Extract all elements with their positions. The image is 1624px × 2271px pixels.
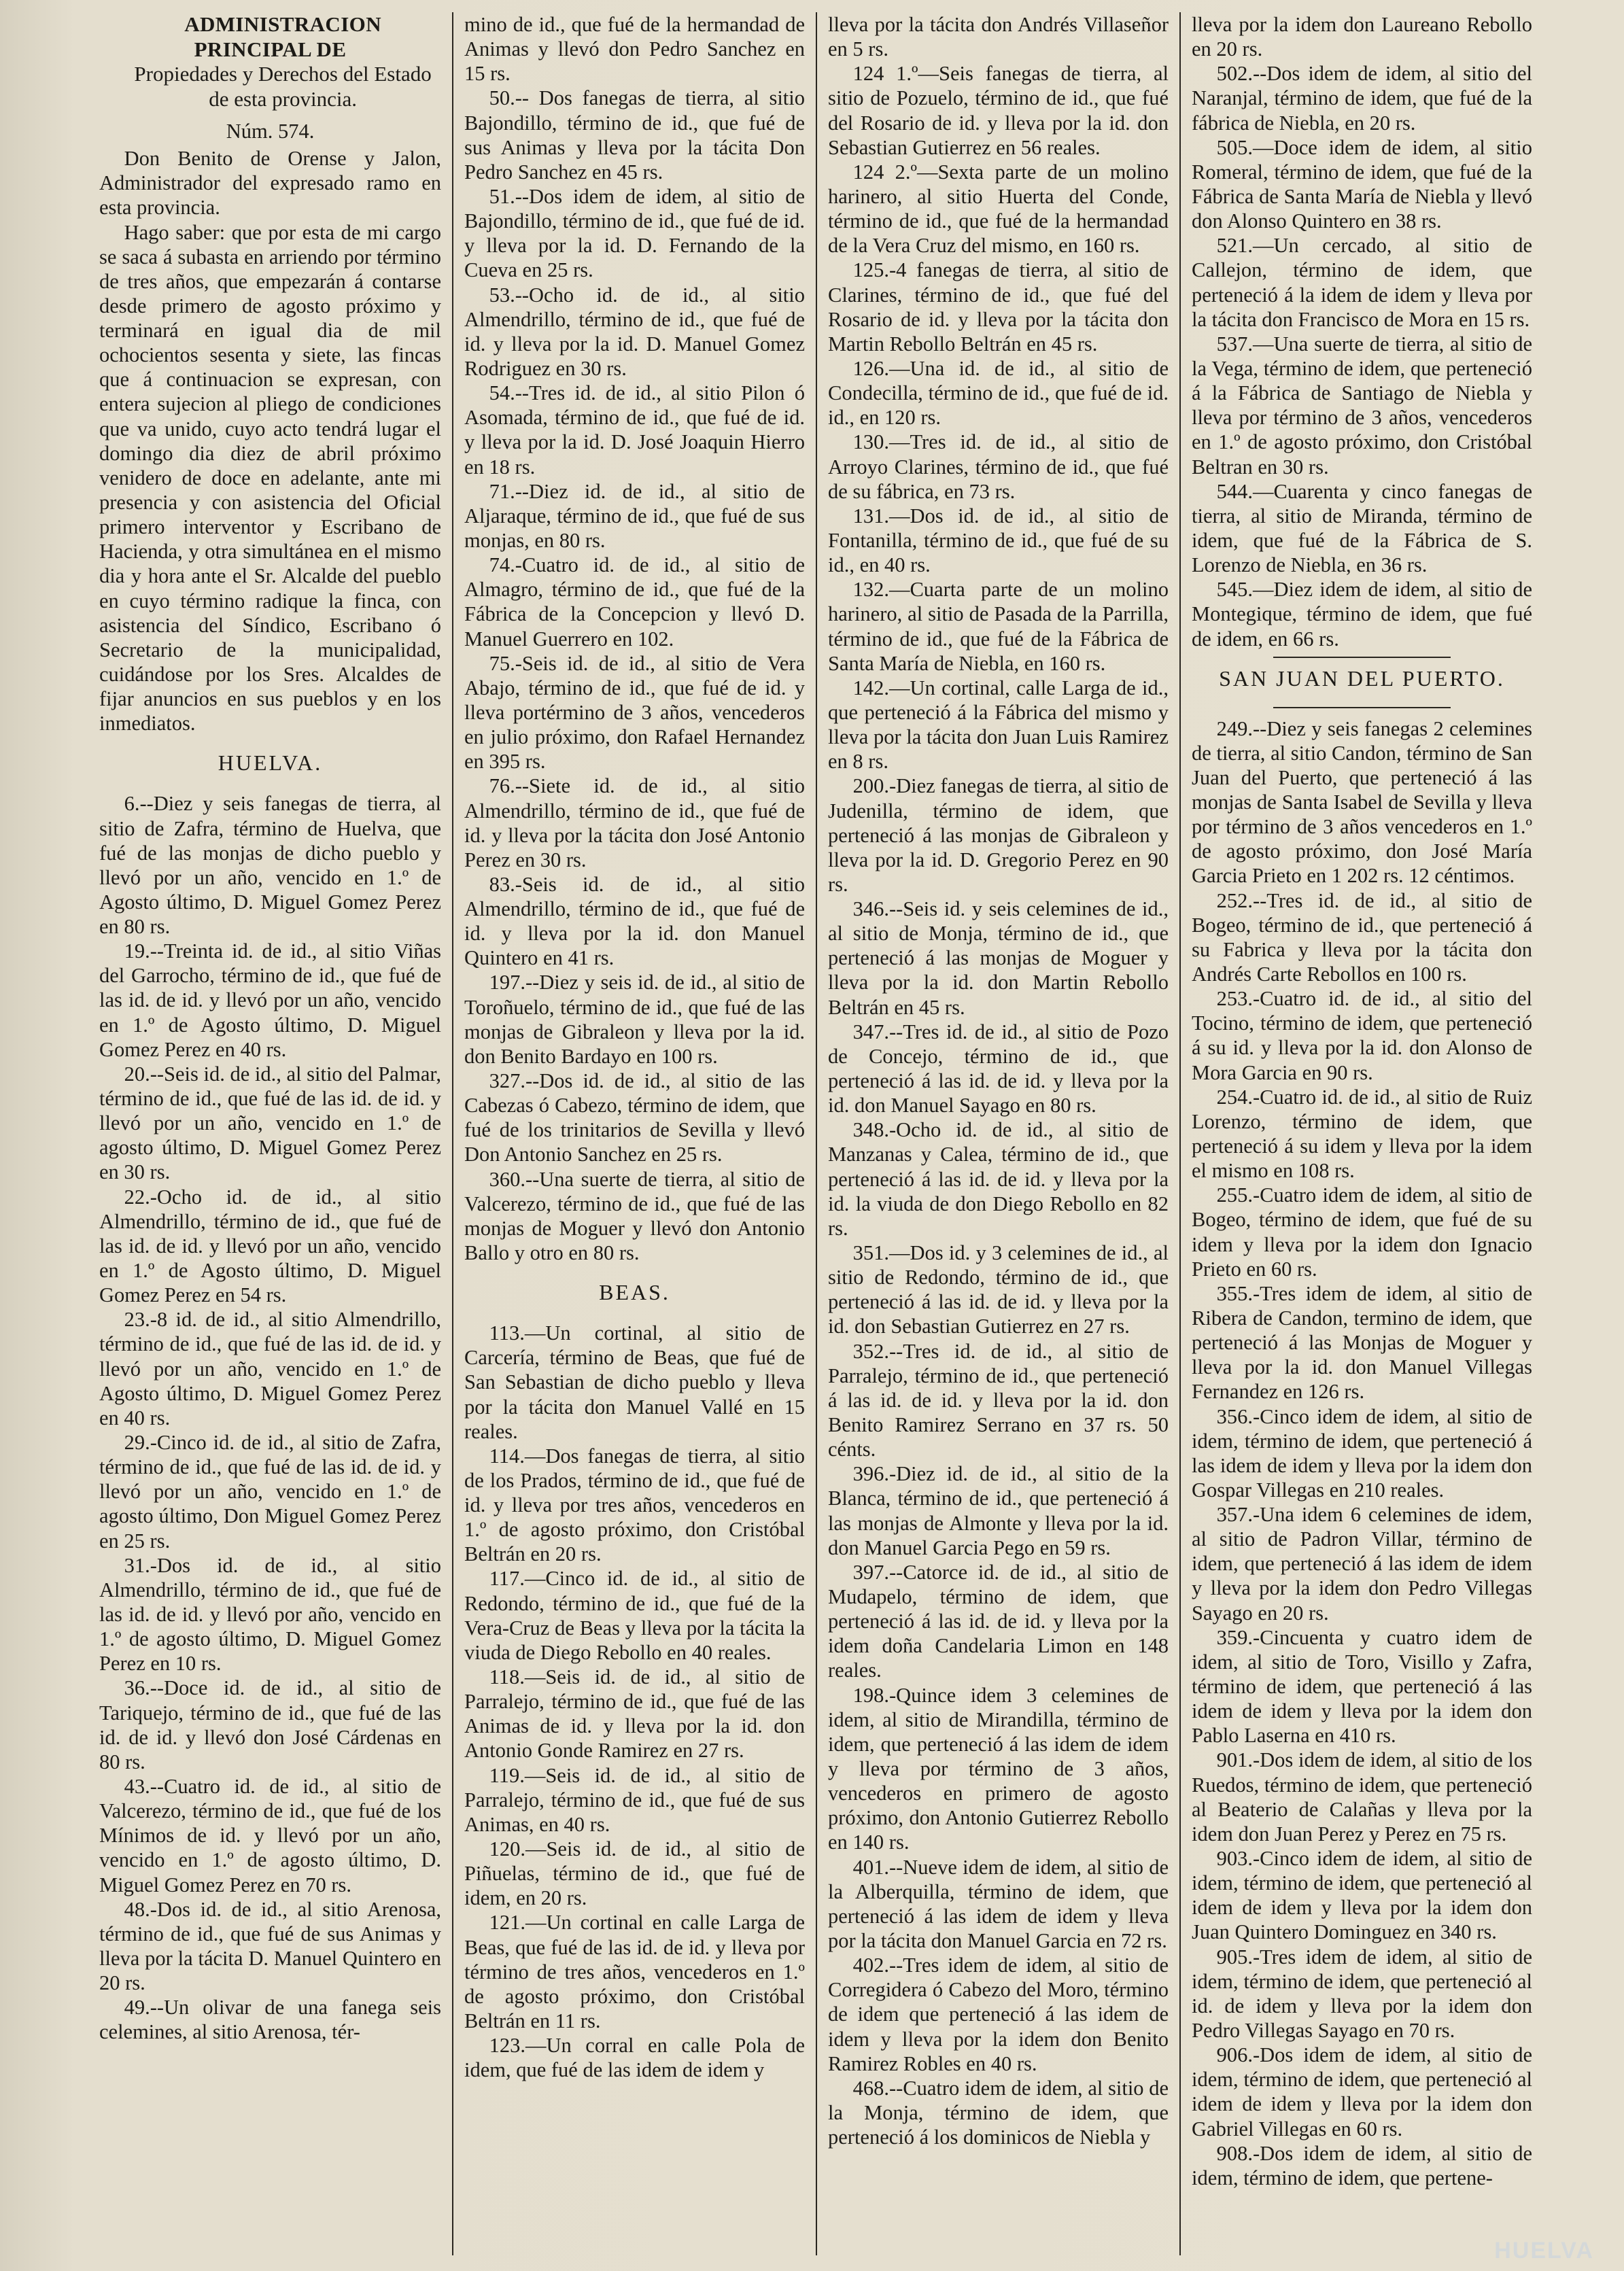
entry: lleva por la tácita don Andrés Villaseñor en 5 rs. (828, 13, 1169, 61)
entry: 19.--Treinta id. de id., al sitio Viñas del Garrocho, término de id., que fué de las id. de id. y llevó por un año, vencido en 1.º de Agosto último, D. Miguel Gomez Perez en 40 rs. (99, 939, 441, 1061)
entry: 43.--Cuatro id. de id., al sitio de Valcerezo, término de id., que fué de los Mínimos de id. y llevó por un año, vencido en 1.º de agosto último, D. Miguel Gomez Perez en 70 rs. (99, 1774, 441, 1896)
heading-provincia: de esta provincia. (209, 87, 357, 111)
entry: 118.—Seis id. de id., al sitio de Parralejo, término de id., que fué de las Animas de id. y lleva por la id. don Antonio Gonde Ramirez en 27 rs. (464, 1665, 805, 1763)
entry: 114.—Dos fanegas de tierra, al sitio de los Prados, término de id., que fué de id. y lleva por tres años, vencederos en 1.º de agosto próximo, don Cristóbal Beltrán en 20 rs. (464, 1444, 805, 1566)
entry: 903.-Cinco idem de idem, al sitio de idem, término de idem, que perteneció al idem de idem y lleva por la idem don Juan Quintero Dominguez en 340 rs. (1192, 1847, 1532, 1944)
entry: 31.-Dos id. de id., al sitio Almendrillo, término de id., que fué de las id. de id. y llevó por año, vencido en 1.º de agosto último, D. Miguel Gomez Perez en 10 rs. (99, 1553, 441, 1676)
entry: 356.-Cinco idem de idem, al sitio de idem, término de idem, que perteneció á las idem de idem y lleva por la idem don Gospar Villegas en 210 reales. (1192, 1404, 1532, 1502)
entry: 54.--Tres id. de id., al sitio Pilon ó Asomada, término de id., que fué de id. y lleva por la id. D. José Joaquin Hierro en 18 rs. (464, 381, 805, 479)
entry: 252.--Tres id. de id., al sitio de Bogeo, término de id., que perteneció á su Fabrica y lleva por la tácita don Andrés Carte Rebollos en 100 rs. (1192, 888, 1532, 986)
entry: 123.—Un corral en calle Pola de idem, que fué de las idem de idem y (464, 2034, 805, 2082)
entry: 29.-Cinco id. de id., al sitio de Zafra, término de id., que fué de las id. de id. y llevó por un año, vencido en 1.º de agosto último, Don Miguel Gomez Perez en 25 rs. (99, 1431, 441, 1553)
entry: 249.--Diez y seis fanegas 2 celemines de tierra, al sitio Candon, término de San Juan del Puerto, que perteneció á las monjas de Santa Isabel de Sevilla y lleva por término de 3 años vencederos en 1.º de agosto próximo, don José María Garcia Prieto en 1 202 rs. 12 céntimos. (1192, 716, 1532, 888)
entry: 117.—Cinco id. de id., al sitio de Redondo, término de id., que fué de la Vera-Cruz de Beas y lleva por la tácita la viuda de Diego Rebollo en 40 reales. (464, 1567, 805, 1664)
intro-notice: Hago saber: que por esta de mi cargo se saca á subasta en arriendo por término de tres años, que empezarán á contarse desde primero de agosto próximo y terminará en igual dia de mil ochocientos sesenta y siete, las fincas que á continuacion se expresan, con entera sujecion al pliego de condiciones que va unido, cuyo acto tendrá lugar el domingo dia diez de abril próximo venidero de doce en adelante, ante mi presencia y con asistencia del Oficial primero interventor y Escribano de Hacienda, y otra simultánea en el mismo dia y hora ante el Sr. Alcalde del pueblo en cuyo término radique la finca, con asistencia del Síndico, Escribano ó Secretario de la municipalidad, cuidándose por los Sres. Alcaldes de fijar anuncios en sus pueblos y en los inmediatos. (99, 220, 441, 735)
entry: 355.-Tres idem de idem, al sitio de Ribera de Candon, termino de idem, que perteneció á las Monjas de Moguer y lleva por la id. don Manuel Villegas Fernandez en 126 rs. (1192, 1281, 1532, 1404)
entry: 521.—Un cercado, al sitio de Callejon, término de idem, que perteneció á la idem de idem y lleva por la tácita don Francisco de Mora en 15 rs. (1192, 234, 1532, 331)
entry: mino de id., que fué de la hermandad de Animas y llevó don Pedro Sanchez en 15 rs. (464, 13, 805, 86)
entry: 401.--Nueve idem de idem, al sitio de la Alberquilla, término de idem, que perteneció á las idem de idem y lleva por la tácita don Manuel Garcia en 72 rs. (828, 1855, 1169, 1952)
section-huelva: HUELVA. (218, 750, 323, 776)
entry: 120.—Seis id. de id., al sitio de Piñuelas, término de id., que fué de idem, en 20 rs. (464, 1837, 805, 1910)
entry: 119.—Seis id. de id., al sitio de Parralejo, término de id., que fué de sus Animas, en 40 rs. (464, 1763, 805, 1836)
entry: 131.—Dos id. de id., al sitio de Fontanilla, término de id., que fué de su id., en 40 rs. (828, 504, 1169, 577)
entry: 75.-Seis id. de id., al sitio de Vera Abajo, término de id., que fué de id. y lleva portérmino de 3 años, vencederos en julio próximo, don Rafael Hernandez en 395 rs. (464, 651, 805, 774)
entry: 359.-Cincuenta y cuatro idem de idem, al sitio de Toro, Visillo y Zafra, término de idem, que perteneció á las idem de idem y lleva por la idem don Pablo Laserna en 410 rs. (1192, 1625, 1532, 1748)
entry: 348.-Ocho id. de id., al sitio de Manzanas y Calea, término de id., que perteneció á las id. de id. y lleva por la id. la viuda de don Diego Rebollo en 82 rs. (828, 1118, 1169, 1240)
entry: 125.-4 fanegas de tierra, al sitio de Clarines, término de id., que fué del Rosario de id. y lleva por la tácita don Martin Rebollo Beltrán en 45 rs. (828, 258, 1169, 356)
entry: 200.-Diez fanegas de tierra, al sitio de Judenilla, término de idem, que perteneció á las monjas de Gibraleon y lleva por la id. D. Gregorio Perez en 90 rs. (828, 774, 1169, 896)
entry: 468.--Cuatro idem de idem, al sitio de la Monja, término de idem, que perteneció á los dominicos de Niebla y (828, 2076, 1169, 2149)
entry: 253.-Cuatro id. de id., al sitio del Tocino, término de idem, que perteneció á su id. y lleva por la id. don Alonso de Mora Garcia en 90 rs. (1192, 987, 1532, 1084)
entry: 545.—Diez idem de idem, al sitio de Montegique, término de idem, que fué de idem, en 66 rs. (1192, 578, 1532, 651)
entry: 124 2.º—Sexta parte de un molino harinero, al sitio Huerta del Conde, término de id., que fué de la hermandad de la Vera Cruz del mismo, en 160 rs. (828, 160, 1169, 258)
entry: 351.—Dos id. y 3 celemines de id., al sitio de Redondo, término de id., que perteneció á las id. de id. y lleva por la id. don Sebastian Gutierrez en 27 rs. (828, 1241, 1169, 1338)
section-san-juan-del-puerto: SAN JUAN DEL PUERTO. (1219, 665, 1505, 691)
entry: 352.--Tres id. de id., al sitio de Parralejo, término de id., que perteneció á las id. de id. y lleva por la id. don Benito Ramirez Serrano en 37 rs. 50 cénts. (828, 1339, 1169, 1461)
entry: 76.--Siete id. de id., al sitio Almendrillo, término de id., que fué de id. y lleva por la tácita don José Antonio Perez en 30 rs. (464, 774, 805, 871)
archive-watermark: HUELVA (1494, 2238, 1594, 2264)
entry: 397.--Catorce id. de id., al sitio de Mudapelo, término de idem, que perteneció á las id. de id. y lleva por la idem doña Candelaria Limon en 148 reales. (828, 1560, 1169, 1682)
entry: 544.—Cuarenta y cinco fanegas de tierra, al sitio de Miranda, término de idem, que fué de la Fábrica de S. Lorenzo de Niebla, en 36 rs. (1192, 479, 1532, 577)
entry: 347.--Tres id. de id., al sitio de Pozo de Concejo, término de id., que perteneció á las id. de id. y lleva por la id. don Manuel Sayago en 80 rs. (828, 1020, 1169, 1117)
entry: 36.--Doce id. de id., al sitio de Tariquejo, término de id., que fué de las id. de id. y llevó don José Cárdenas en 80 rs. (99, 1676, 441, 1773)
entry: 6.--Diez y seis fanegas de tierra, al sitio de Zafra, término de Huelva, que fué de las monjas de dicho pueblo y llevó por un año, vencido en 1.º de Agosto último, D. Miguel Gomez Perez en 80 rs. (99, 792, 441, 939)
entry: 74.-Cuatro id. de id., al sitio de Almagro, término de id., que fué de la Fábrica de la Concepcion y llevó D. Manuel Guerrero en 102. (464, 553, 805, 651)
entry: 327.--Dos id. de id., al sitio de las Cabezas ó Cabezo, término de idem, que fué de los trinitarios de Sevilla y llevó Don Antonio Sanchez en 25 rs. (464, 1069, 805, 1166)
entry: 197.--Diez y seis id. de id., al sitio de Toroñuelo, término de id., que fué de las monjas de Gibraleon y lleva por la id. don Benito Bardayo en 100 rs. (464, 971, 805, 1068)
entry: 71.--Diez id. de id., al sitio de Aljaraque, término de id., que fué de sus monjas, en 80 rs. (464, 479, 805, 552)
entry: 113.—Un cortinal, al sitio de Carcería, término de Beas, que fué de San Sebastian de dicho pueblo y lleva por la tácita don Manuel Vallé en 15 reales. (464, 1321, 805, 1443)
entry: 23.-8 id. de id., al sitio Almendrillo, término de id., que fué de las id. de id. y llevó por un año, vencido en 1.º de Agosto último, D. Miguel Gomez Perez en 40 rs. (99, 1308, 441, 1429)
entry: 908.-Dos idem de idem, al sitio de idem, término de idem, que pertene- (1192, 2141, 1532, 2189)
entry: 142.—Un cortinal, calle Larga de id., que perteneció á la Fábrica del mismo y lleva por la tácita don Juan Luis Ramirez en 8 rs. (828, 676, 1169, 774)
entry: 126.—Una id. de id., al sitio de Condecilla, término de id., que fué de id. id., en 120 rs. (828, 356, 1169, 430)
entry: 357.-Una idem 6 celemines de idem, al sitio de Padron Villar, término de idem, que perteneció á las idem de idem y lleva por la idem don Pedro Villegas Sayago en 20 rs. (1192, 1503, 1532, 1625)
entry: 20.--Seis id. de id., al sitio del Palmar, término de id., que fué de las id. de id. y llevó por un año, vencido en 1.º de agosto último, D. Miguel Gomez Perez en 30 rs. (99, 1062, 441, 1184)
column-1 (88, 12, 452, 2255)
column-2 (452, 12, 816, 2255)
heading-administracion: ADMINISTRACION PRINCIPAL DE (184, 12, 381, 61)
heading-propiedades: Propiedades y Derechos del Estado (134, 62, 432, 86)
entry: 402.--Tres idem de idem, al sitio de Corregidera ó Cabezo del Moro, término de idem que perteneció á las idem de idem y lleva por la idem don Benito Ramirez Robles en 40 rs. (828, 1954, 1169, 2075)
entry: 121.—Un cortinal en calle Larga de Beas, que fué de las id. de id. y lleva por término de tres años, vencederos en 1.º de agosto próximo, don Cristóbal Beltrán en 11 rs. (464, 1911, 805, 2033)
section-divider (1273, 707, 1451, 708)
entry: 901.-Dos idem de idem, al sitio de los Ruedos, término de idem, que perteneció al Beaterio de Calañas y lleva por la idem don Juan Perez y Perez en 75 rs. (1192, 1748, 1532, 1845)
entry: 537.—Una suerte de tierra, al sitio de la Vega, término de idem, que perteneció á la Fábrica de Santiago de Niebla y lleva por término de 3 años, vencederos en 1.º de agosto próximo, don Cristóbal Beltran en 30 rs. (1192, 332, 1532, 479)
entry: 124 1.º—Seis fanegas de tierra, al sitio de Pozuelo, término de id., que fué del Rosario de id. y lleva por la id. don Sebastian Gutierrez en 56 reales. (828, 62, 1169, 159)
section-beas: BEAS. (599, 1280, 670, 1305)
entry: 53.--Ocho id. de id., al sitio Almendrillo, término de id., que fué de id. y lleva por la id. D. Manuel Gomez Rodriguez en 30 rs. (464, 283, 805, 380)
entry: 198.-Quince idem 3 celemines de idem, al sitio de Mirandilla, término de idem, que perteneció á las idem de idem y lleva por término de 3 años, vencederos en primero de agosto próximo, don Antonio Gutierrez Rebollo en 140 rs. (828, 1683, 1169, 1854)
column-4 (1179, 12, 1543, 2255)
entry: 22.-Ocho id. de id., al sitio Almendrillo, término de id., que fué de las id. de id. y llevó por un año, vencido en 1.º de Agosto último, D. Miguel Gomez Perez en 54 rs. (99, 1185, 441, 1307)
entry: lleva por la idem don Laureano Rebollo en 20 rs. (1192, 13, 1532, 61)
entry: 505.—Doce idem de idem, al sitio Romeral, término de idem, que fué de la Fábrica de Santa María de Niebla y llevó don Alonso Quintero en 38 rs. (1192, 135, 1532, 233)
entry: 48.-Dos id. de id., al sitio Arenosa, término de id., que fué de sus Animas y lleva por la tácita D. Manuel Quintero en 20 rs. (99, 1897, 441, 1995)
entry: 255.-Cuatro idem de idem, al sitio de Bogeo, término de idem, que fué de su idem y lleva por la idem don Ignacio Prieto en 60 rs. (1192, 1183, 1532, 1281)
column-3 (816, 12, 1179, 2255)
entry: 906.-Dos idem de idem, al sitio de idem, término de idem, que perteneció al idem de idem y lleva por la idem don Gabriel Villegas en 60 rs. (1192, 2043, 1532, 2140)
entry: 49.--Un olivar de una fanega seis celemines, al sitio Arenosa, tér- (99, 1996, 441, 2044)
entry: 50.-- Dos fanegas de tierra, al sitio Bajondillo, término de id., que fué de sus Animas y lleva por la tácita Don Pedro Sanchez en 45 rs. (464, 86, 805, 184)
entry: 51.--Dos idem de idem, al sitio de Bajondillo, término de id., que fué de id. y lleva por la id. D. Fernando de la Cueva en 25 rs. (464, 184, 805, 282)
entry: 83.-Seis id. de id., al sitio Almendrillo, término de id., que fué de id. y lleva por la id. don Manuel Quintero en 41 rs. (464, 872, 805, 970)
intro-administrator: Don Benito de Orense y Jalon, Administrador del expresado ramo en esta provincia. (99, 147, 441, 220)
entry: 130.—Tres id. de id., al sitio de Arroyo Clarines, término de id., que fué de su fábrica, en 73 rs. (828, 430, 1169, 503)
entry: 396.-Diez id. de id., al sitio de la Blanca, término de id., que perteneció á las monjas de Almonte y lleva por la id. don Manuel Garcia Pego en 59 rs. (828, 1462, 1169, 1559)
entry: 502.--Dos idem de idem, al sitio del Naranjal, término de idem, que fué de la fábrica de Niebla, en 20 rs. (1192, 62, 1532, 135)
entry: 254.-Cuatro id. de id., al sitio de Ruiz Lorenzo, término de idem, que perteneció á su idem y lleva por la idem el mismo en 108 rs. (1192, 1085, 1532, 1183)
section-divider (1273, 657, 1451, 658)
document-number: Núm. 574. (226, 119, 315, 143)
entry: 360.--Una suerte de tierra, al sitio de Valcerezo, término de id., que fué de las monjas de Moguer y llevó don Antonio Ballo y otro en 80 rs. (464, 1167, 805, 1265)
entry: 905.-Tres idem de idem, al sitio de idem, término de idem, que perteneció al id. de idem y lleva por la idem don Pedro Villegas Sayago en 70 rs. (1192, 1945, 1532, 2043)
entry: 346.--Seis id. y seis celemines de id., al sitio de Monja, término de id., que perteneció á las monjas de Moguer y lleva por la id. don Martin Rebollo Beltrán en 45 rs. (828, 897, 1169, 1019)
entry: 132.—Cuarta parte de un molino harinero, al sitio de Pasada de la Parrilla, término de id., que fué de la Fábrica de Santa María de Niebla, en 160 rs. (828, 578, 1169, 675)
